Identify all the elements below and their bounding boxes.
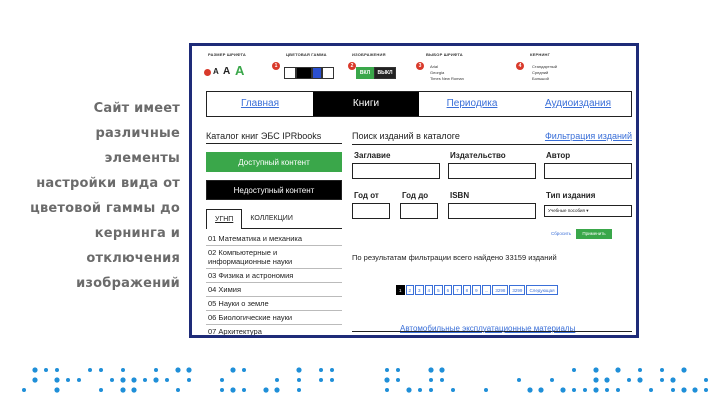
nav-home[interactable]: Главная: [240, 98, 280, 109]
available-content-button[interactable]: Доступный контент: [206, 152, 342, 172]
decorative-dot: [429, 378, 433, 382]
decorative-dot: [274, 387, 279, 392]
decorative-dot: [671, 388, 675, 392]
caption-line: элементы: [104, 151, 180, 166]
decorative-dot: [263, 387, 268, 392]
category-item[interactable]: 02 Компьютерные и информационные науки: [206, 246, 342, 269]
divider: [352, 144, 632, 145]
kerning-number-badge: 4: [516, 62, 524, 70]
sidebar-tabs: [206, 209, 342, 229]
decorative-dot: [396, 378, 400, 382]
decorative-dot: [681, 387, 686, 392]
decorative-dot: [572, 388, 576, 392]
decorative-dots: [0, 360, 720, 400]
decorative-dot: [593, 367, 598, 372]
apply-button[interactable]: Применить: [576, 229, 612, 239]
filter-link[interactable]: Фильтрация изданий: [544, 131, 632, 141]
color-scheme-number-badge: 1: [272, 62, 280, 70]
title-input[interactable]: [352, 163, 440, 179]
kerning-option-standard[interactable]: Стандартный: [532, 64, 557, 69]
font-size-medium-button[interactable]: A: [223, 66, 231, 77]
decorative-dot: [99, 368, 103, 372]
decorative-dot: [143, 378, 147, 382]
publisher-label: Издательство: [450, 151, 506, 160]
font-choice-number-badge: 3: [416, 62, 424, 70]
images-off-button[interactable]: ВЫКЛ: [374, 67, 396, 79]
category-list: [206, 232, 342, 338]
reset-button[interactable]: Сбросить: [550, 231, 571, 236]
decorative-dot: [649, 388, 653, 392]
website-screenshot: [189, 43, 639, 338]
decorative-dot: [440, 378, 444, 382]
color-swatch-light[interactable]: [322, 67, 334, 79]
decorative-dot: [54, 377, 59, 382]
caption-line: Сайт имеет: [93, 101, 180, 116]
decorative-dot: [692, 387, 697, 392]
category-item[interactable]: 05 Науки о земле: [206, 297, 342, 311]
page-link[interactable]: 5: [434, 285, 443, 295]
decorative-dot: [120, 377, 125, 382]
decorative-dot: [131, 377, 136, 382]
page-link[interactable]: 1: [396, 285, 405, 295]
category-item[interactable]: 07 Архитектура: [206, 325, 342, 338]
decorative-dot: [406, 387, 411, 392]
decorative-dot: [230, 387, 235, 392]
decorative-dot: [154, 368, 158, 372]
decorative-dot: [66, 378, 70, 382]
decorative-dot: [616, 388, 620, 392]
year-from-label: Год от: [354, 191, 379, 200]
font-size-marker-icon: [204, 69, 211, 76]
decorative-dot: [681, 367, 686, 372]
decorative-dot: [604, 377, 609, 382]
decorative-dot: [550, 378, 554, 382]
decorative-dot: [385, 388, 389, 392]
category-item[interactable]: 06 Биологические науки: [206, 311, 342, 325]
decorative-dot: [704, 378, 708, 382]
main-nav: [206, 91, 632, 117]
font-choice-header: ВЫБОР ШРИФТА: [426, 52, 463, 57]
decorative-dot: [396, 368, 400, 372]
decorative-dot: [670, 377, 675, 382]
font-option-times[interactable]: Times New Roman: [430, 76, 464, 81]
page-link[interactable]: 8: [463, 285, 472, 295]
decorative-dot: [439, 367, 444, 372]
isbn-label: ISBN: [450, 191, 470, 200]
font-option-georgia[interactable]: Georgia: [430, 70, 445, 75]
decorative-dot: [627, 378, 631, 382]
decorative-dot: [484, 388, 488, 392]
decorative-dot: [296, 367, 301, 372]
kerning-option-large[interactable]: Большой: [532, 76, 549, 81]
category-item[interactable]: 03 Физика и астрономия: [206, 269, 342, 283]
category-item[interactable]: 04 Химия: [206, 283, 342, 297]
slide-caption: [0, 96, 180, 296]
author-input[interactable]: [544, 163, 632, 179]
decorative-dot: [32, 367, 37, 372]
decorative-dot: [242, 368, 246, 372]
color-swatch-blue[interactable]: [312, 67, 322, 79]
decorative-dot: [99, 388, 103, 392]
page-link[interactable]: 7: [453, 285, 462, 295]
search-panel: [352, 131, 632, 333]
color-scheme-header: ЦВЕТОВАЯ ГАММА: [286, 52, 327, 57]
decorative-dot: [55, 368, 59, 372]
type-label: Тип издания: [546, 191, 596, 200]
font-option-arial[interactable]: Arial: [430, 64, 439, 69]
year-to-input[interactable]: [400, 203, 438, 219]
decorative-dot: [110, 378, 114, 382]
caption-line: настройки вида от: [36, 176, 180, 191]
decorative-dot: [165, 378, 169, 382]
decorative-dot: [22, 388, 26, 392]
decorative-dot: [88, 368, 92, 372]
caption-line: различные: [95, 126, 180, 141]
catalog-sidebar: [206, 131, 342, 338]
images-on-button[interactable]: ВКЛ: [356, 67, 374, 79]
decorative-dot: [593, 377, 598, 382]
decorative-dot: [120, 387, 125, 392]
page-link[interactable]: 9: [472, 285, 481, 295]
page-link[interactable]: 3298: [492, 285, 508, 295]
decorative-dot: [637, 377, 642, 382]
kerning-option-medium[interactable]: Средний: [532, 70, 549, 75]
caption-line: цветовой гаммы до: [30, 201, 180, 216]
font-size-small-button[interactable]: A: [213, 67, 219, 76]
decorative-dot: [242, 388, 246, 392]
decorative-dot: [330, 368, 334, 372]
decorative-dot: [418, 388, 422, 392]
page-link[interactable]: 6: [444, 285, 453, 295]
images-header: ИЗОБРАЖЕНИЯ: [352, 52, 386, 57]
font-size-large-button[interactable]: A: [235, 63, 245, 78]
font-size-header: РАЗМЕР ШРИФТА: [208, 52, 246, 57]
decorative-dot: [297, 388, 301, 392]
decorative-dot: [175, 367, 180, 372]
decorative-dot: [385, 368, 389, 372]
decorative-dot: [330, 378, 334, 382]
decorative-dot: [32, 377, 37, 382]
page-link[interactable]: 3299: [509, 285, 525, 295]
kerning-header: КЕРНИНГ: [530, 52, 551, 57]
decorative-dot: [638, 368, 642, 372]
decorative-dot: [187, 378, 191, 382]
caption-line: изображений: [76, 276, 180, 291]
decorative-dot: [77, 378, 81, 382]
decorative-dot: [131, 387, 136, 392]
decorative-dot: [660, 378, 664, 382]
decorative-dot: [275, 378, 279, 382]
decorative-dot: [176, 388, 180, 392]
decorative-dot: [54, 387, 59, 392]
decorative-dot: [121, 368, 125, 372]
title-label: Заглавие: [354, 151, 391, 160]
decorative-dot: [560, 387, 565, 392]
decorative-dot: [572, 368, 576, 372]
nav-audiobooks[interactable]: Аудиоиздания: [544, 98, 612, 109]
tab-collections[interactable]: КОЛЛЕКЦИИ: [242, 209, 301, 229]
year-from-input[interactable]: [352, 203, 390, 219]
decorative-dot: [429, 388, 433, 392]
decorative-dot: [319, 368, 323, 372]
nav-books[interactable]: Книги: [313, 92, 419, 116]
page-link[interactable]: 2: [406, 285, 415, 295]
decorative-dot: [593, 387, 598, 392]
decorative-dot: [605, 388, 609, 392]
nav-periodicals[interactable]: Периодика: [446, 98, 498, 109]
color-swatch-white[interactable]: [284, 67, 296, 79]
decorative-dot: [384, 377, 389, 382]
decorative-dot: [538, 387, 543, 392]
book-title-link[interactable]: Автомобильные эксплуатационные материалы: [400, 324, 576, 333]
isbn-input[interactable]: [448, 203, 536, 219]
decorative-dot: [428, 367, 433, 372]
publisher-input[interactable]: [448, 163, 536, 179]
caption-line: отключения: [86, 251, 180, 266]
decorative-dot: [615, 367, 620, 372]
decorative-dot: [451, 388, 455, 392]
images-number-badge: 2: [348, 62, 356, 70]
unavailable-content-button[interactable]: Недоступный контент: [206, 180, 342, 200]
decorative-dot: [517, 378, 521, 382]
page-link[interactable]: 4: [425, 285, 434, 295]
catalog-title: Каталог книг ЭБС IPRbooks: [206, 131, 342, 144]
decorative-dot: [704, 388, 708, 392]
decorative-dot: [660, 368, 664, 372]
decorative-dot: [297, 378, 301, 382]
accessibility-panel: [192, 46, 636, 86]
decorative-dot: [220, 388, 224, 392]
year-to-label: Год до: [402, 191, 429, 200]
tab-ugsn[interactable]: УГНП: [206, 209, 242, 229]
decorative-dot: [220, 378, 224, 382]
next-page-link[interactable]: Следующая: [526, 285, 557, 295]
type-select[interactable]: Учебные пособия ▾: [544, 205, 632, 217]
decorative-dot: [44, 368, 48, 372]
decorative-dot: [230, 367, 235, 372]
decorative-dot: [527, 387, 532, 392]
decorative-dot: [186, 367, 191, 372]
category-item[interactable]: 01 Математика и механика: [206, 232, 342, 246]
page-ellipsis: ...: [482, 285, 492, 295]
decorative-dot: [153, 377, 158, 382]
tab-spacer: [301, 209, 342, 229]
result-count: По результатам фильтрации всего найдено 33159 изданий: [352, 253, 557, 262]
page-link[interactable]: 3: [415, 285, 424, 295]
author-label: Автор: [546, 151, 571, 160]
caption-line: кернинга и: [94, 226, 180, 241]
search-title: Поиск изданий в каталоге: [352, 131, 460, 141]
decorative-dot: [319, 378, 323, 382]
color-swatch-black[interactable]: [296, 67, 312, 79]
type-select-value: Учебные пособия: [548, 208, 585, 213]
pagination: [396, 285, 559, 295]
decorative-dot: [583, 388, 587, 392]
